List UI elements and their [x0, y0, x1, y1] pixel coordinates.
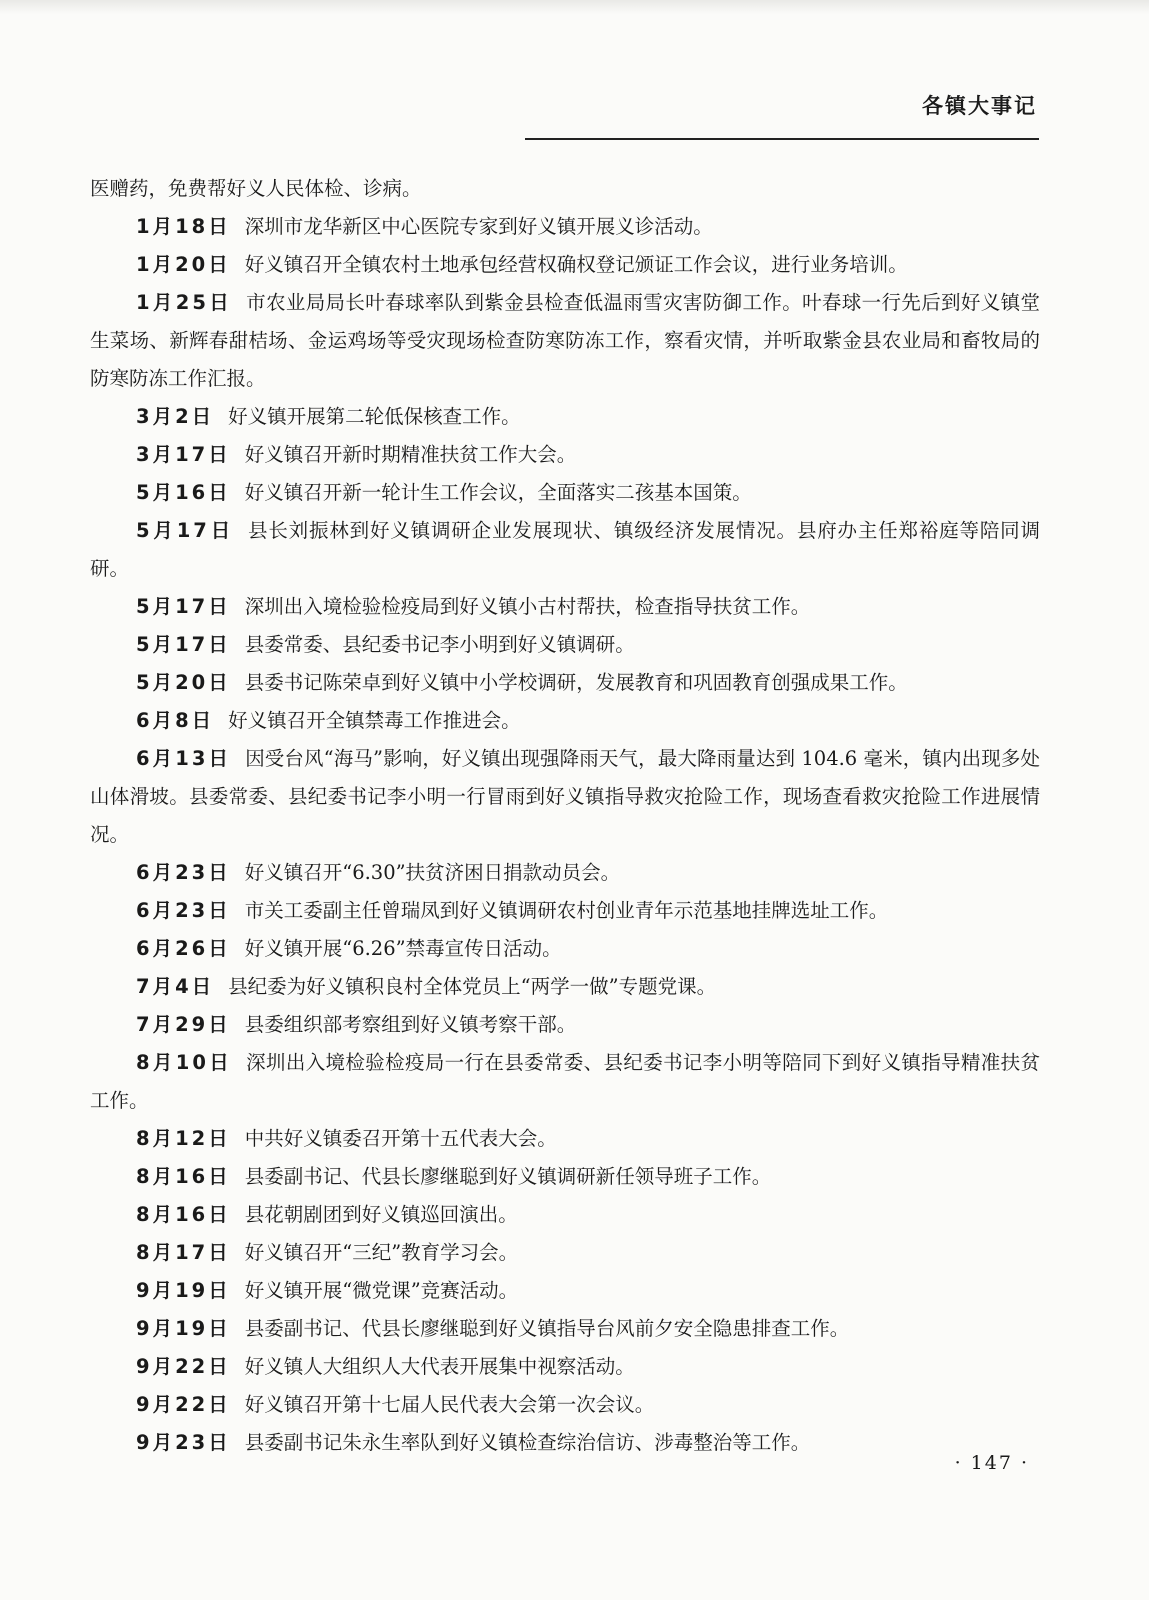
entry-date: 6月23日 — [136, 861, 231, 884]
entry-text: 好义镇召开新一轮计生工作会议，全面落实二孩基本国策。 — [244, 481, 752, 504]
entry-text: 好义镇召开全镇农村土地承包经营权确权登记颁证工作会议，进行业务培训。 — [244, 253, 908, 276]
entry-text: 深圳出入境检验检疫局一行在县委常委、县纪委书记李小明等陪同下到好义镇指导精准扶贫工作。 — [90, 1051, 1040, 1112]
entry-text: 县长刘振林到好义镇调研企业发展现状、镇级经济发展情况。县府办主任郑裕庭等陪同调研。 — [90, 519, 1040, 580]
chronicle-entry — [90, 1044, 1040, 1120]
entry-date: 6月26日 — [136, 937, 231, 960]
chronicle-entry — [90, 930, 1040, 968]
entry-date: 5月20日 — [136, 671, 231, 694]
entry-date: 3月17日 — [136, 443, 231, 466]
entry-text: 好义镇开展第二轮低保核查工作。 — [228, 405, 521, 428]
entry-date: 6月8日 — [136, 709, 215, 732]
entry-date: 6月23日 — [136, 899, 231, 922]
chronicle-body — [90, 170, 1040, 1462]
chronicle-entry — [90, 1310, 1040, 1348]
chronicle-entry — [90, 246, 1040, 284]
continuation-paragraph: 医赠药，免费帮好义人民体检、诊病。 — [90, 177, 422, 200]
chronicle-entry — [90, 1006, 1040, 1044]
entry-date: 1月20日 — [136, 253, 231, 276]
page-number: · 147 · — [954, 1452, 1029, 1474]
entry-text: 县花朝剧团到好义镇巡回演出。 — [244, 1203, 518, 1226]
chronicle-entry — [90, 1386, 1040, 1424]
entry-date: 5月17日 — [136, 519, 235, 542]
entry-date: 5月17日 — [136, 633, 231, 656]
entry-text: 县委副书记、代县长廖继聪到好义镇指导台风前夕安全隐患排查工作。 — [244, 1317, 850, 1340]
entry-text: 市关工委副主任曾瑞凤到好义镇调研农村创业青年示范基地挂牌选址工作。 — [244, 899, 889, 922]
scan-edge — [0, 0, 1149, 14]
entry-text: 好义镇召开全镇禁毒工作推进会。 — [228, 709, 521, 732]
entry-date: 8月12日 — [136, 1127, 231, 1150]
chronicle-entry — [90, 854, 1040, 892]
entry-date: 7月4日 — [136, 975, 215, 998]
chronicle-entry — [90, 892, 1040, 930]
chronicle-entry — [90, 284, 1040, 398]
chronicle-entry — [90, 474, 1040, 512]
entry-date: 7月29日 — [136, 1013, 231, 1036]
entry-date: 8月10日 — [136, 1051, 233, 1074]
chronicle-entry — [90, 1424, 1040, 1462]
chronicle-entry — [90, 436, 1040, 474]
chronicle-entry — [90, 1120, 1040, 1158]
entry-date: 1月25日 — [136, 291, 233, 314]
entry-date: 9月19日 — [136, 1317, 231, 1340]
entry-text: 因受台风“海马”影响，好义镇出现强降雨天气，最大降雨量达到 104.6 毫米，镇内出现多处山体滑坡。县委常委、县纪委书记李小明一行冒雨到好义镇指导救灾抢险工作，现场查看救灾抢险工作进展情况。 — [90, 747, 1040, 846]
entry-text: 深圳市龙华新区中心医院专家到好义镇开展义诊活动。 — [244, 215, 713, 238]
entry-text: 县委组织部考察组到好义镇考察干部。 — [244, 1013, 577, 1036]
entry-text: 好义镇开展“6.26”禁毒宣传日活动。 — [244, 937, 562, 960]
entry-text: 县委副书记、代县长廖继聪到好义镇调研新任领导班子工作。 — [244, 1165, 772, 1188]
entry-text: 县纪委为好义镇积良村全体党员上“两学一做”专题党课。 — [228, 975, 717, 998]
entry-date: 9月22日 — [136, 1355, 231, 1378]
entry-list — [90, 208, 1040, 1462]
entry-date: 8月16日 — [136, 1165, 231, 1188]
chronicle-entry — [90, 512, 1040, 588]
entry-date: 9月22日 — [136, 1393, 231, 1416]
running-header: 各镇大事记 — [922, 94, 1037, 118]
entry-date: 3月2日 — [136, 405, 215, 428]
chronicle-entry — [90, 664, 1040, 702]
chronicle-entry — [90, 1234, 1040, 1272]
entry-date: 5月16日 — [136, 481, 231, 504]
entry-text: 好义镇召开“三纪”教育学习会。 — [244, 1241, 519, 1264]
chronicle-entry — [90, 702, 1040, 740]
chronicle-entry — [90, 740, 1040, 854]
chronicle-entry — [90, 1348, 1040, 1386]
entry-text: 好义镇召开“6.30”扶贫济困日捐款动员会。 — [244, 861, 621, 884]
header-rule — [525, 138, 1039, 140]
chronicle-entry — [90, 968, 1040, 1006]
entry-text: 县委书记陈荣卓到好义镇中小学校调研，发展教育和巩固教育创强成果工作。 — [244, 671, 908, 694]
chronicle-entry — [90, 398, 1040, 436]
entry-date: 6月13日 — [136, 747, 232, 770]
chronicle-entry — [90, 1196, 1040, 1234]
entry-text: 好义镇召开第十七届人民代表大会第一次会议。 — [244, 1393, 655, 1416]
entry-text: 市农业局局长叶春球率队到紫金县检查低温雨雪灾害防御工作。叶春球一行先后到好义镇堂生菜场、新辉春甜桔场、金运鸡场等受灾现场检查防寒防冻工作，察看灾情，并听取紫金县农业局和畜牧局的防寒防冻工作汇报。 — [90, 291, 1040, 390]
chronicle-entry — [90, 1158, 1040, 1196]
entry-text: 中共好义镇委召开第十五代表大会。 — [244, 1127, 557, 1150]
entry-date: 9月19日 — [136, 1279, 231, 1302]
chronicle-entry — [90, 626, 1040, 664]
chronicle-entry — [90, 208, 1040, 246]
entry-date: 8月17日 — [136, 1241, 231, 1264]
entry-text: 好义镇召开新时期精准扶贫工作大会。 — [244, 443, 577, 466]
chronicle-entry — [90, 588, 1040, 626]
entry-text: 县委副书记朱永生率队到好义镇检查综治信访、涉毒整治等工作。 — [244, 1431, 811, 1454]
entry-date: 9月23日 — [136, 1431, 231, 1454]
entry-text: 深圳出入境检验检疫局到好义镇小古村帮扶，检查指导扶贫工作。 — [244, 595, 811, 618]
entry-text: 好义镇开展“微党课”竞赛活动。 — [244, 1279, 519, 1302]
entry-text: 好义镇人大组织人大代表开展集中视察活动。 — [244, 1355, 635, 1378]
entry-date: 1月18日 — [136, 215, 231, 238]
chronicle-entry — [90, 1272, 1040, 1310]
entry-date: 8月16日 — [136, 1203, 231, 1226]
entry-text: 县委常委、县纪委书记李小明到好义镇调研。 — [244, 633, 635, 656]
entry-date: 5月17日 — [136, 595, 231, 618]
